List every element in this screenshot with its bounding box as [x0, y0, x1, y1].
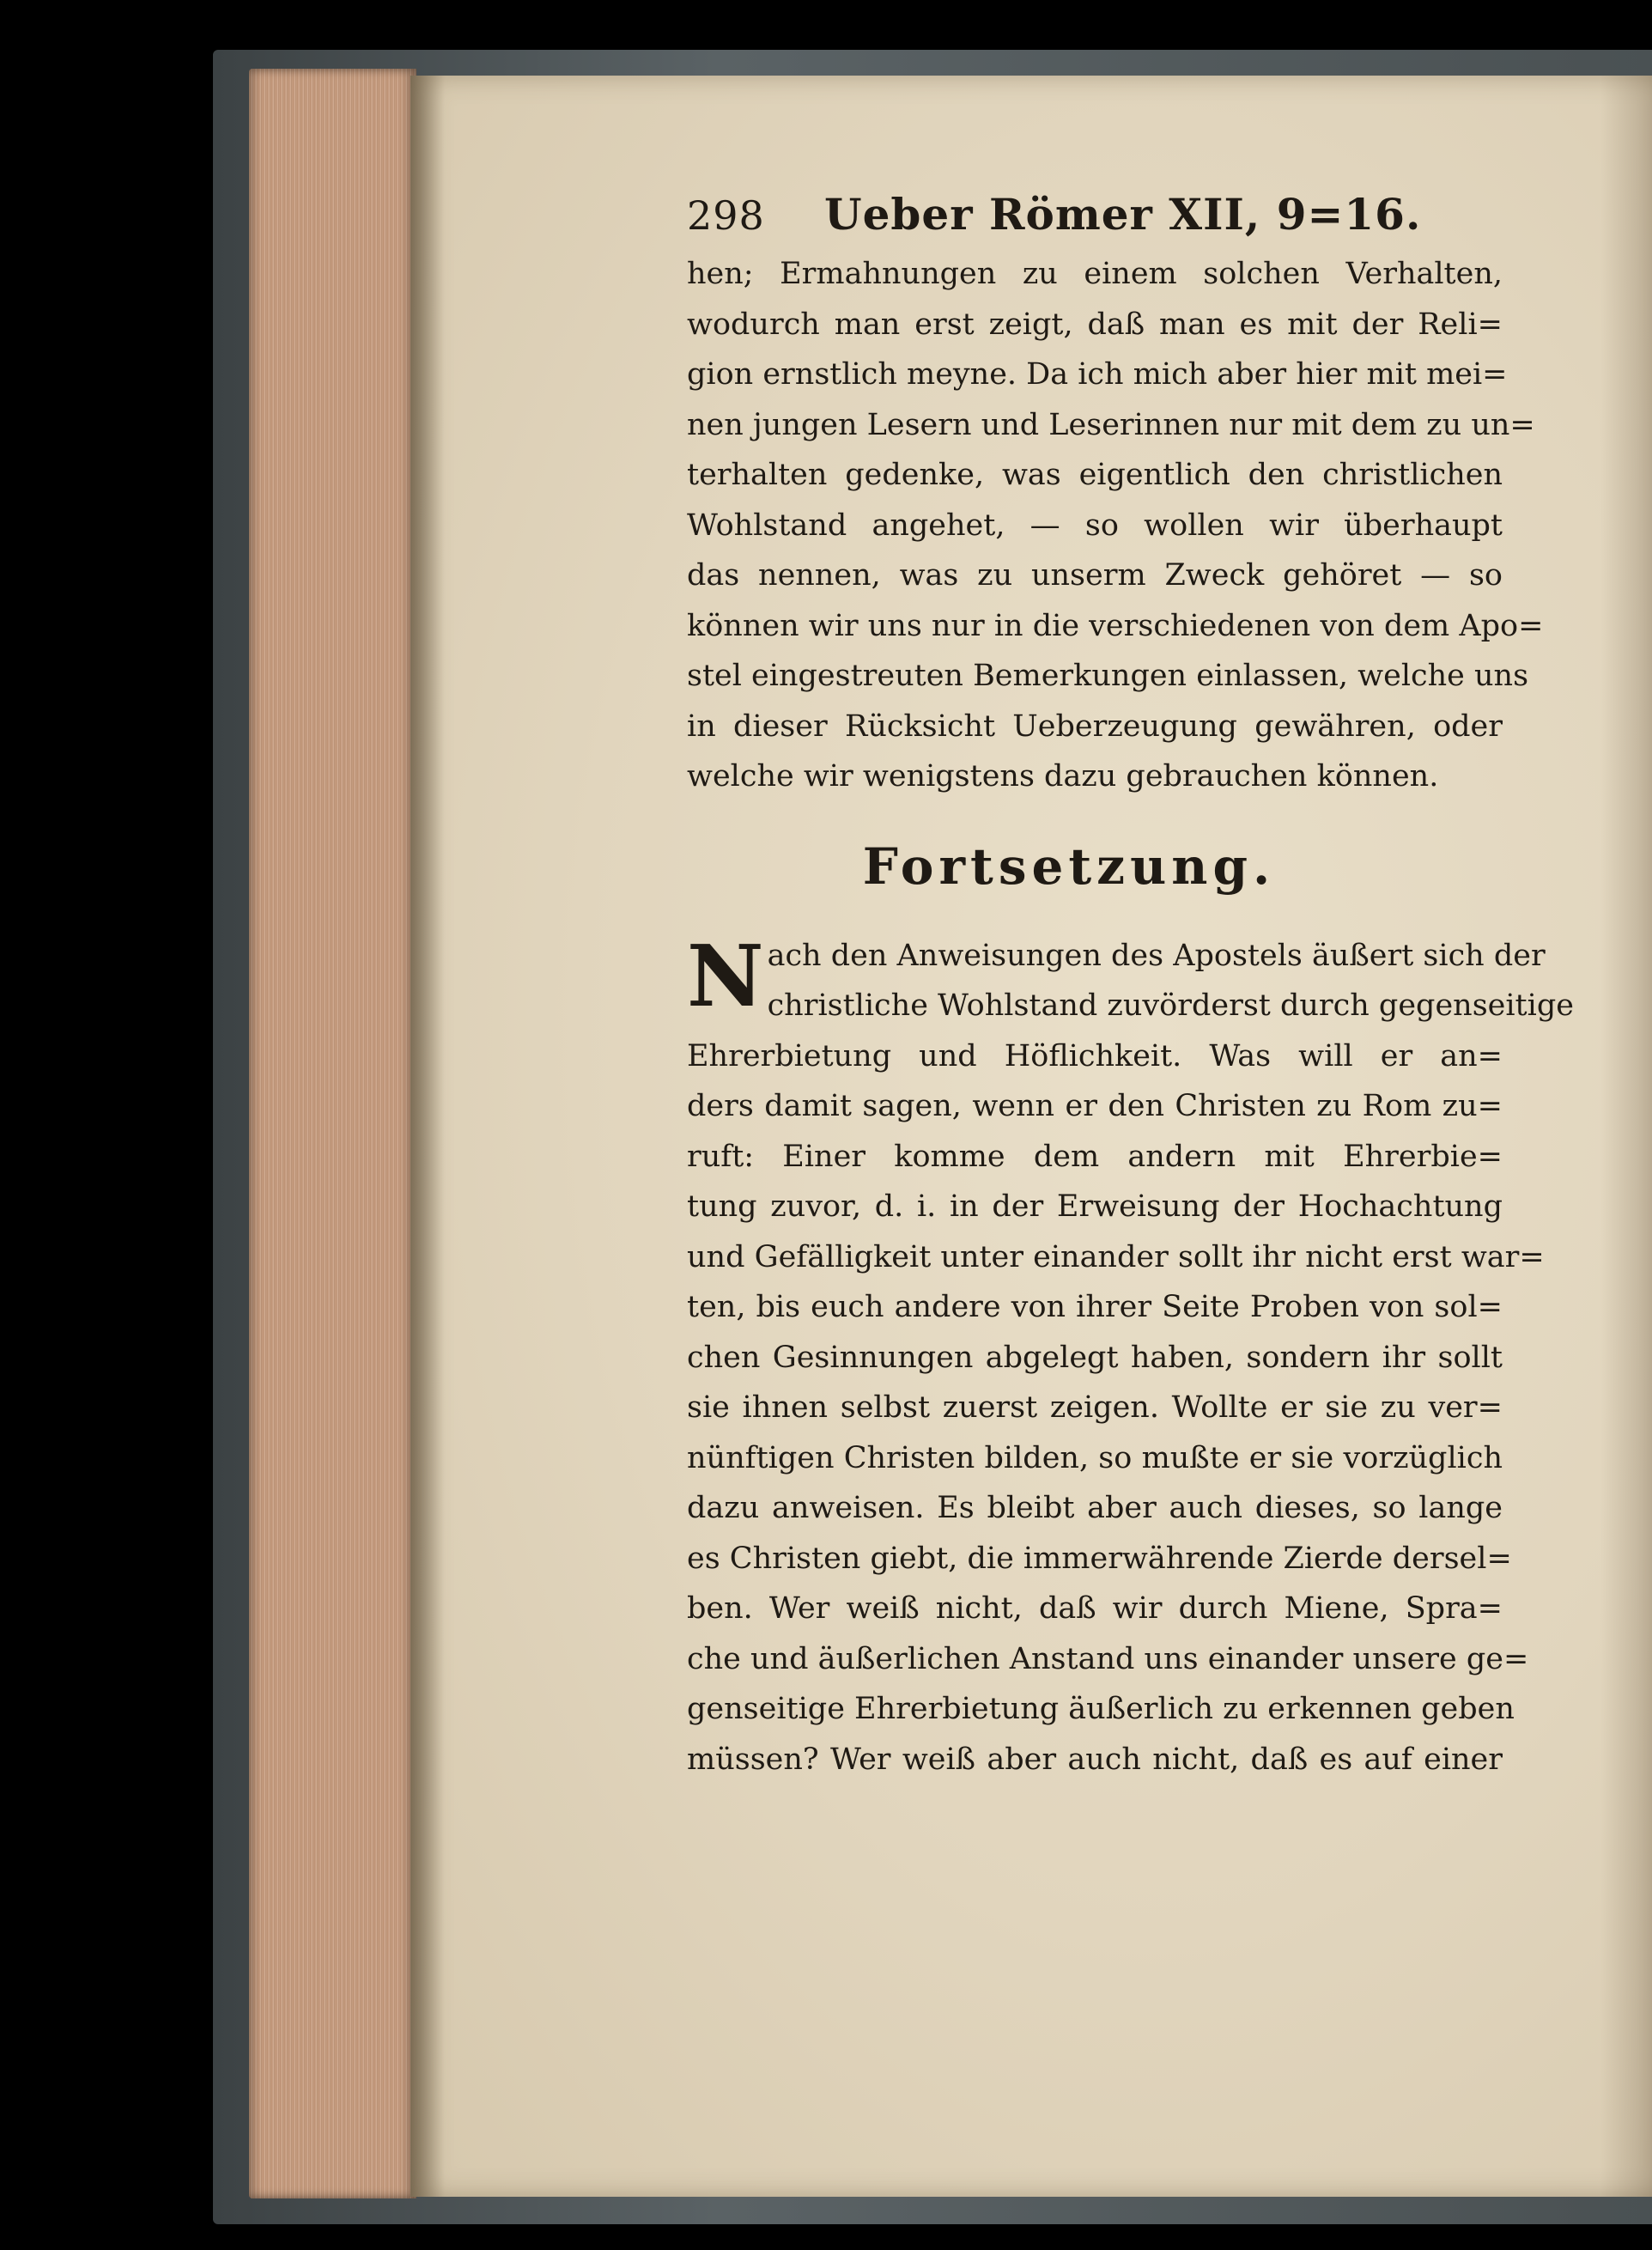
page-gutter-shadow: [410, 76, 445, 2197]
text-line: tung zuvor, d. i. in der Erweisung der Hochachtung: [687, 1189, 1503, 1224]
drop-initial: N: [687, 927, 764, 1026]
page-text: [687, 189, 1574, 1785]
text-line: welche wir wenigstens dazu gebrauchen können.: [687, 759, 1439, 794]
text-line: Wohlstand angehet, — so wollen wir überhaupt: [687, 508, 1503, 543]
running-header: [687, 189, 1503, 249]
text-line: sie ihnen selbst zuerst zeigen. Wollte er sie zu ver=: [687, 1390, 1503, 1425]
text-line: wodurch man erst zeigt, daß man es mit der Reli=: [687, 307, 1503, 342]
text-line: ders damit sagen, wenn er den Christen zu Rom zu=: [687, 1089, 1503, 1123]
text-line: nünftigen Christen bilden, so mußte er sie vorzüglich: [687, 1440, 1503, 1475]
section-heading: Fortsetzung.: [862, 836, 1276, 896]
paragraph-2: [687, 927, 1574, 1785]
text-line: christliche Wohlstand zuvörderst durch gegenseitige: [767, 988, 1574, 1023]
text-line: in dieser Rücksicht Ueberzeugung gewähren, oder: [687, 708, 1503, 744]
text-line: Ehrerbietung und Höflichkeit. Was will er an=: [687, 1038, 1503, 1073]
running-title: Ueber Römer XII, 9=16.: [824, 189, 1422, 240]
page-edges: [249, 69, 416, 2198]
text-line: können wir uns nur in die verschiedenen von dem Apo=: [687, 608, 1544, 643]
text-line: terhalten gedenke, was eigentlich den christlichen: [687, 458, 1503, 492]
text-line: stel eingestreuten Bemerkungen einlassen, welche uns: [687, 659, 1529, 693]
text-line: ach den Anweisungen des Apostels äußert sich der: [767, 938, 1546, 973]
paragraph-1: [687, 249, 1544, 802]
text-line: ben. Wer weiß nicht, daß wir durch Miene, Spra=: [687, 1591, 1503, 1626]
page-number: 298: [687, 192, 765, 239]
text-line: genseitige Ehrerbietung äußerlich zu erkennen geben: [687, 1692, 1515, 1726]
text-line: müssen? Wer weiß aber auch nicht, daß es auf einer: [687, 1742, 1503, 1777]
text-line: dazu anweisen. Es bleibt aber auch dieses, so lange: [687, 1491, 1503, 1525]
text-line: ruft: Einer komme dem andern mit Ehrerbie=: [687, 1139, 1503, 1174]
text-line: nen jungen Lesern und Leserinnen nur mit dem zu un=: [687, 407, 1535, 442]
text-line: che und äußerlichen Anstand uns einander unsere ge=: [687, 1641, 1529, 1676]
text-line: chen Gesinnungen abgelegt haben, sondern ihr sollt: [687, 1340, 1503, 1375]
text-line: und Gefälligkeit unter einander sollt ihr nicht erst war=: [687, 1239, 1545, 1274]
text-line: ten, bis euch andere von ihrer Seite Proben von sol=: [687, 1290, 1503, 1324]
text-line: das nennen, was zu unserm Zweck gehöret — so: [687, 558, 1503, 593]
text-line: hen; Ermahnungen zu einem solchen Verhalten,: [687, 257, 1503, 291]
text-line: es Christen giebt, die immerwährende Zierde dersel=: [687, 1541, 1512, 1576]
page-right-shadow: [1600, 76, 1652, 2197]
text-line: gion ernstlich meyne. Da ich mich aber hier mit mei=: [687, 357, 1508, 392]
